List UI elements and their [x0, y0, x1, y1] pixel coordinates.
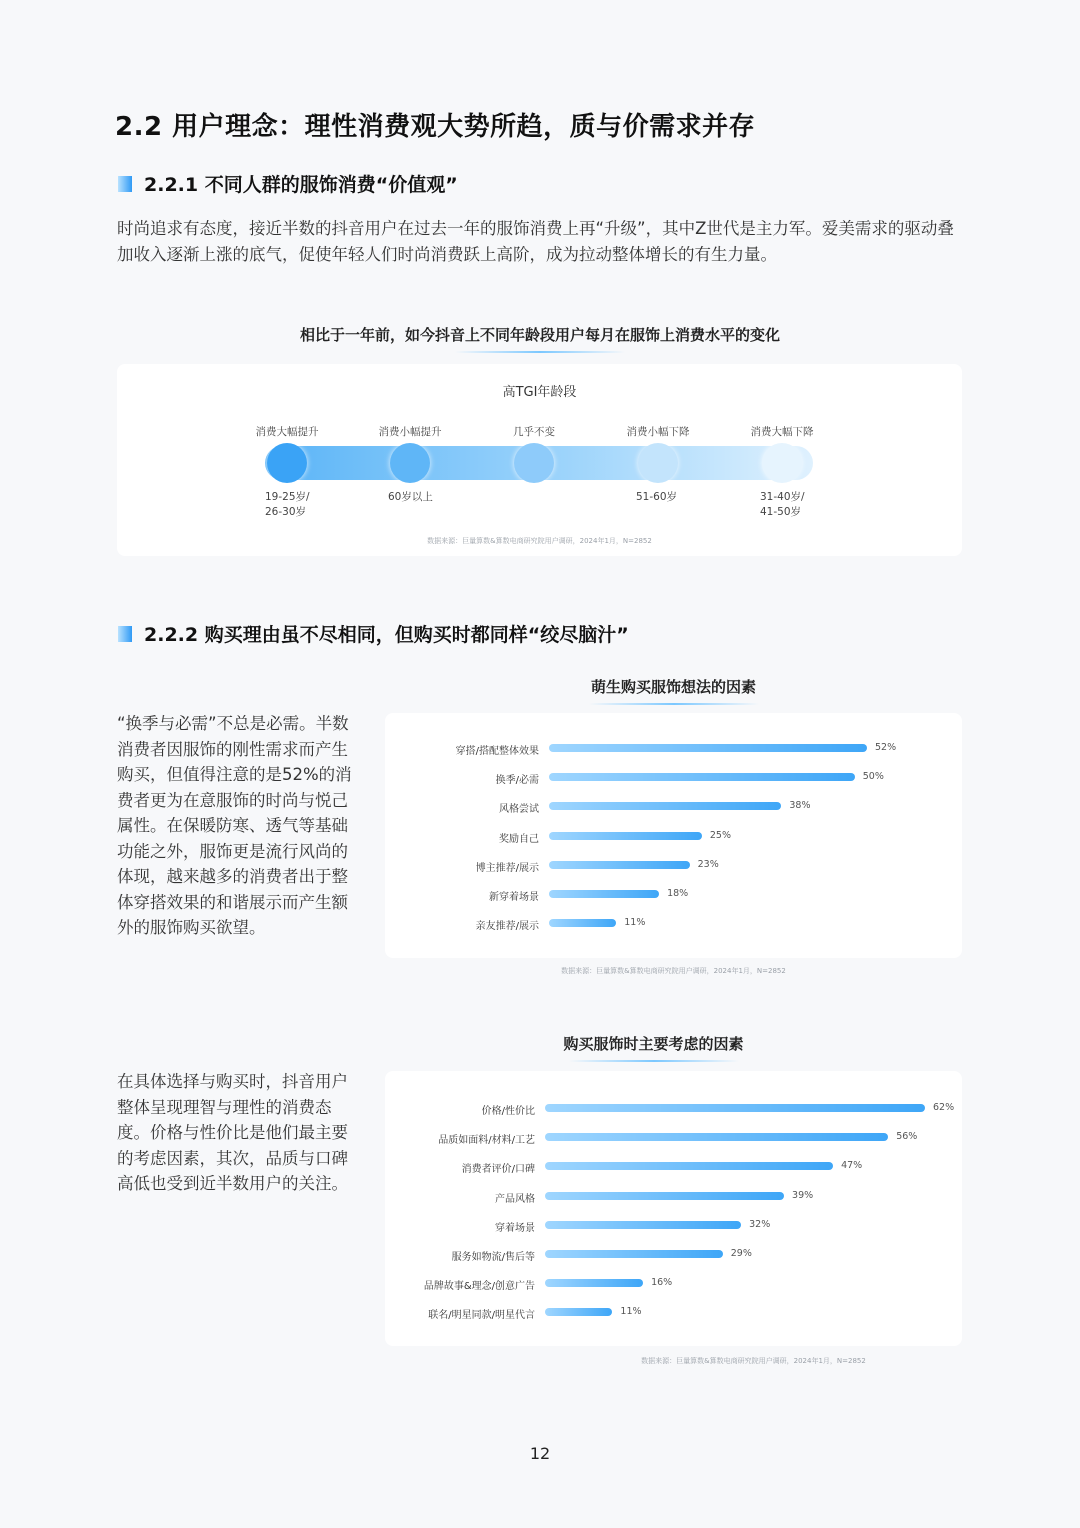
side-text-2: 在具体选择与购买时，抖音用户整体呈现理智与理性的消费态度。价格与性价比是他们最主要的考虑因素，其次，品质与口碑高低也受到近半数用户的关注。: [117, 1072, 348, 1193]
page-number: 12: [529, 1444, 551, 1463]
bar-category-label: 消费者评价/口碑: [461, 1164, 535, 1176]
section-title: 2.2 用户理念：理性消费观大势所趋，质与价需求并存: [115, 112, 756, 142]
bar: [549, 744, 867, 752]
bar: [549, 861, 690, 869]
bar: [545, 1308, 612, 1316]
bar-value-label: 47%: [841, 1160, 863, 1172]
consideration-chart-title-text: 购买服饰时主要考虑的因素: [563, 1035, 744, 1053]
bar-value-label: 16%: [651, 1277, 673, 1289]
bar-value-label: 52%: [875, 742, 897, 753]
bar-value-label: 11%: [624, 917, 646, 929]
bar: [549, 832, 702, 840]
tgi-chart-card: [117, 364, 962, 556]
bar: [549, 890, 659, 898]
tgi-label: 高TGI年龄段: [502, 385, 577, 400]
intro-paragraph: 时尚追求有态度，接近半数的抖音用户在过去一年的服饰消费上再“升级”，其中Z世代是主力军。爱美需求的驱动叠加收入逐渐上涨的底气，促使年轻人们时尚消费跃上高阶，成为拉动整体增长的有生力量。: [117, 219, 954, 264]
tgi-chart-title: [0, 324, 1080, 353]
motivation-chart-title-text: 萌生购买服饰想法的因素: [590, 678, 756, 696]
tgi-stage-dot: [267, 443, 307, 483]
tgi-age-label: 31-40岁/: [760, 491, 805, 503]
bar-category-label: 博主推荐/展示: [475, 862, 539, 874]
bar-value-label: 25%: [709, 829, 731, 841]
tgi-stage-label: 消费小幅下降: [626, 426, 690, 438]
tgi-chart-title-text: 相比于一年前，如今抖音上不同年龄段用户每月在服饰上消费水平的变化: [299, 326, 780, 344]
consideration-chart-title: [385, 1033, 922, 1062]
bar: [545, 1192, 784, 1200]
bar-value-label: 32%: [749, 1218, 771, 1230]
bar-category-label: 产品风格: [495, 1193, 535, 1205]
title-underline: [569, 1060, 739, 1062]
bar: [545, 1221, 741, 1229]
bar: [545, 1133, 888, 1141]
bar: [549, 802, 781, 810]
tgi-age-label: 19-25岁/: [265, 491, 310, 503]
subsection-title-1-text: 2.2.1 不同人群的服饰消费“价值观”: [144, 174, 458, 196]
bar-category-label: 品质如面料/材料/工艺: [438, 1135, 535, 1147]
tgi-stage-dot: [514, 443, 554, 483]
tgi-age-label: 26-30岁: [265, 506, 307, 518]
tgi-stage-label: 消费大幅提升: [255, 426, 319, 438]
tgi-stage-label: 几乎不变: [513, 426, 555, 438]
bar-category-label: 新穿着场景: [489, 892, 539, 903]
bar-value-label: 23%: [697, 858, 719, 870]
consideration-chart-source: 数据来源：巨量算数&算数电商研究院用户调研，2024年1月，N=2852: [641, 1357, 866, 1365]
side-text-1: “换季与必需”不总是必需。半数消费者因服饰的刚性需求而产生购买，但值得注意的是52%的消费者更为在意服饰的时尚与悦己属性。在保暖防寒、透气等基础功能之外，服饰更是流行风尚的体现，越来越多的消费者出于整体穿搭效果的和谐展示而产生额外的服饰购买欲望。: [117, 714, 352, 937]
bar-category-label: 亲友推荐/展示: [475, 921, 539, 933]
bar-category-label: 奖励自己: [499, 833, 539, 845]
heading-marker-icon: [118, 626, 132, 642]
bar-value-label: 29%: [730, 1248, 752, 1259]
tgi-age-label: 51-60岁: [636, 491, 678, 503]
consideration-chart-card: [385, 1071, 962, 1346]
bar-category-label: 联名/明星同款/明星代言: [428, 1310, 535, 1322]
tgi-stage-dot: [638, 443, 678, 483]
motivation-chart-title: [385, 676, 962, 705]
title-underline: [589, 703, 759, 705]
bar-category-label: 换季/必需: [495, 775, 539, 787]
bar-category-label: 品牌故事&理念/创意广告: [423, 1281, 535, 1293]
subsection-title-1: [118, 170, 458, 197]
motivation-chart-source: 数据来源：巨量算数&算数电商研究院用户调研，2024年1月，N=2852: [561, 967, 786, 975]
bar-value-label: 62%: [933, 1102, 955, 1113]
bar-category-label: 价格/性价比: [481, 1106, 535, 1117]
bar-category-label: 穿着场景: [495, 1222, 535, 1234]
bar-category-label: 服务如物流/售后等: [451, 1252, 535, 1263]
bar: [545, 1162, 833, 1170]
bar-category-label: 风格尝试: [499, 804, 539, 816]
bar: [549, 919, 616, 927]
bar-category-label: 穿搭/搭配整体效果: [455, 746, 539, 757]
bar-value-label: 56%: [896, 1131, 918, 1143]
tgi-stage-dot: [762, 443, 802, 483]
bar-value-label: 39%: [792, 1189, 814, 1201]
tgi-stage-dot: [390, 443, 430, 483]
title-underline: [455, 351, 625, 353]
bar-value-label: 11%: [620, 1306, 642, 1318]
bar-value-label: 18%: [667, 888, 689, 899]
tgi-age-label: 41-50岁: [760, 506, 802, 518]
heading-marker-icon: [118, 176, 132, 192]
tgi-stage-label: 消费大幅下降: [750, 426, 814, 438]
tgi-source: 数据来源：巨量算数&算数电商研究院用户调研，2024年1月，N=2852: [427, 537, 652, 545]
subsection-title-2: [118, 620, 629, 647]
bar: [545, 1250, 723, 1258]
bar: [545, 1104, 925, 1112]
bar-value-label: 50%: [862, 771, 884, 783]
bar: [549, 773, 855, 781]
tgi-age-label: 60岁以上: [388, 491, 433, 503]
subsection-title-2-text: 2.2.2 购买理由虽不尽相同，但购买时都同样“绞尽脑汁”: [144, 624, 629, 646]
motivation-chart-card: [385, 713, 962, 958]
tgi-stage-label: 消费小幅提升: [378, 426, 442, 438]
bar-value-label: 38%: [789, 800, 811, 812]
bar: [545, 1279, 643, 1287]
